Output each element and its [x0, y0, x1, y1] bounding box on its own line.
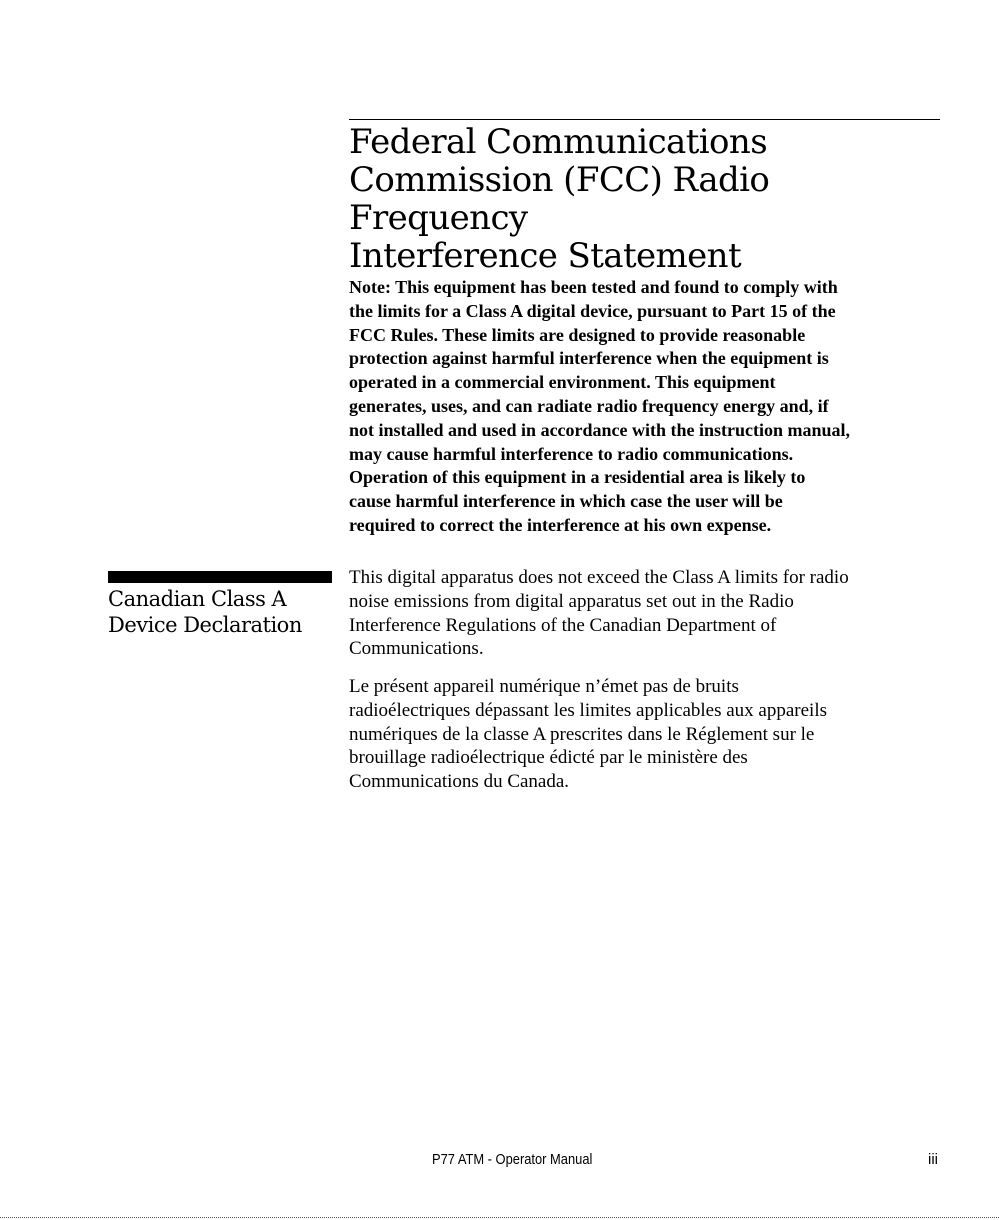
canadian-paragraph-french: Le présent appareil numérique n’émet pas de bruits radioélectriques dépassant les limites applicables aux appareils numériques de la classe A prescrites dans le Réglement sur le brouillage radioélectrique édicté par le ministère des Communications du Canada. — [349, 676, 827, 793]
footer-document-title: P77 ATM - Operator Manual — [432, 1151, 593, 1168]
canadian-paragraph-english: This digital apparatus does not exceed the Class A limits for radio noise emissions from digital apparatus set out in the Radio Interference Regulations of the Canadian Department of Communications. — [349, 567, 849, 660]
section-top-rule — [349, 119, 940, 120]
section-heading-bar — [108, 571, 332, 583]
fcc-note: Note: This equipment has been tested and found to comply with the limits for a Class A digital device, pursuant to Part 15 of the FCC Rules. These limits are designed to provide reasonable protection against harmful interference when the equipment is operated in a commercial environment. This equipment generates, uses, and can radiate radio frequency energy and, if not installed and used in accordance with the instruction manual, may cause harmful interference to radio communications. Operation of this equipment in a residential area is likely to cause harmful interference in which case the user will be required to correct the interference at his own expense. — [349, 277, 851, 535]
canadian-section-heading: Canadian Class A Device Declaration — [108, 587, 302, 637]
page-title: Federal Communications Commission (FCC) Radio Frequency Interference Statement — [349, 122, 770, 276]
page-bottom-edge — [0, 1217, 999, 1218]
footer-page-number: iii — [928, 1151, 938, 1168]
